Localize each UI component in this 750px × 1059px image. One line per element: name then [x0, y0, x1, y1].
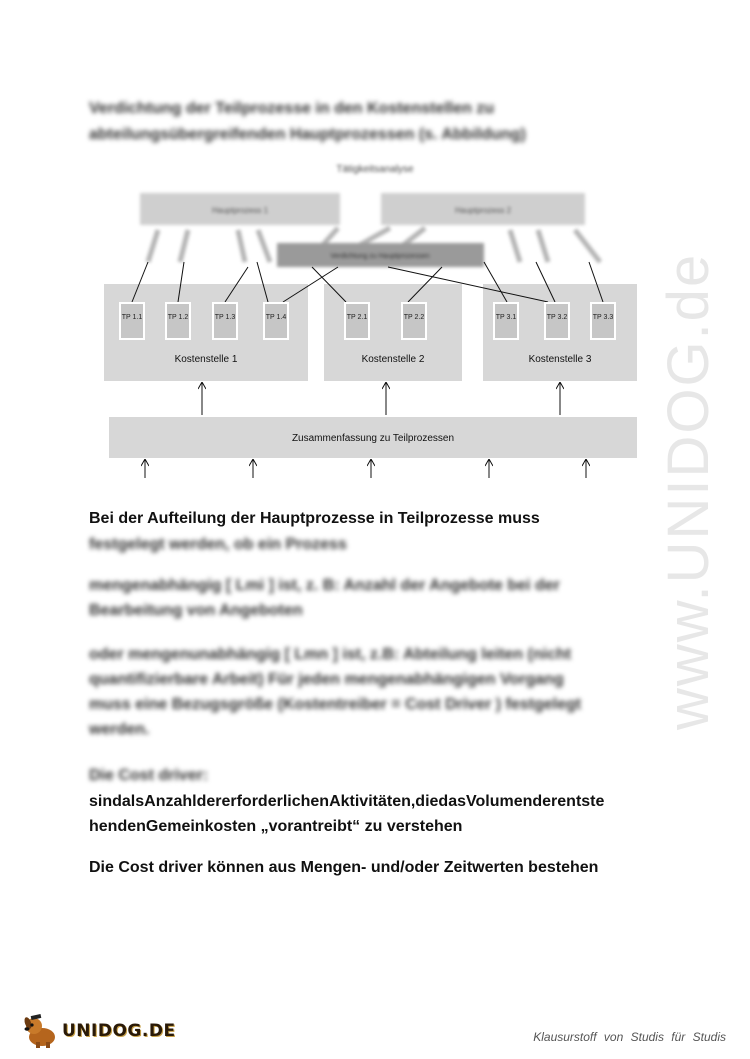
diagram-title: Tätigkeitsanalyse: [336, 164, 414, 175]
summary-label: Zusammenfassung zu Teilprozessen: [291, 433, 455, 444]
heading-line-2: abteilungsübergreifenden Hauptprozessen (s. Abbildung): [89, 126, 526, 143]
paragraph-3-line-2: quantifizierbare Arbeit) Für jeden mengenabhängigen Vorgang: [89, 671, 564, 688]
main-process-1-label: Hauptprozess 1: [211, 206, 269, 215]
footer-logo: [22, 1013, 176, 1049]
cost-center-1-label: Kostenstelle 1: [174, 354, 238, 365]
paragraph-4-line-2: sindalsAnzahldererforderlichenAktivitäten,diedasVolumenderentste: [89, 793, 605, 810]
tp-box-1-4: [264, 303, 288, 339]
paragraph-3-line-4: werden.: [89, 721, 150, 738]
main-process-2-label: Hauptprozess 2: [454, 206, 512, 215]
cost-center-labels: [175, 354, 592, 365]
paragraph-3: [89, 642, 679, 742]
tp-box-1-2: [166, 303, 190, 339]
tp-label: TP 1.1: [121, 314, 143, 321]
condense-label: Verdichtung zu Hauptprozessen: [330, 253, 430, 260]
tp-box-2-1: [345, 303, 369, 339]
paragraph-3-line-1: oder mengenunabhängig [ Lmn ] ist, z.B: Abteilung leiten (nicht: [89, 646, 572, 663]
tp-box-1-1: [120, 303, 144, 339]
paragraph-2: [89, 573, 679, 623]
watermark: www.UNIDOG.de: [656, 252, 721, 730]
logo-text: UNIDOG.DE: [62, 1021, 176, 1041]
dog-logo-icon: [22, 1013, 60, 1049]
paragraph-4-line-3: hendenGemeinkosten „vorantreibt“ zu verstehen: [89, 818, 463, 835]
tp-label: TP 2.1: [346, 314, 368, 321]
tp-box-2-2: [402, 303, 426, 339]
tp-label: TP 2.2: [403, 314, 425, 321]
diagram-upper-blurred: [140, 164, 600, 267]
tp-label: TP 3.2: [546, 314, 568, 321]
paragraph-4-line-1: Die Cost driver:: [89, 767, 209, 784]
tp-label: TP 3.1: [495, 314, 517, 321]
tp-label: TP 1.4: [265, 314, 287, 321]
tp-box-1-3: [213, 303, 237, 339]
cost-center-2-label: Kostenstelle 2: [361, 354, 425, 365]
tp-box-3-1: [494, 303, 518, 339]
tp-label: TP 1.2: [167, 314, 189, 321]
paragraph-5: Die Cost driver können aus Mengen- und/oder Zeitwerten bestehen: [89, 859, 599, 876]
paragraph-2-line-2: Bearbeitung von Angeboten: [89, 602, 303, 619]
footer-tagline: Klausurstoff von Studis für Studis: [533, 1030, 726, 1044]
paragraph-2-line-1: mengenabhängig [ Lmi ] ist, z. B: Anzahl der Angebote bei der: [89, 577, 560, 594]
tp-label: TP 3.3: [592, 314, 614, 321]
heading-line-1: Verdichtung der Teilprozesse in den Kostenstellen zu: [89, 100, 495, 117]
paragraph-1-line-2: festgelegt werden, ob ein Prozess: [89, 536, 347, 553]
tp-box-3-3: [591, 303, 615, 339]
tp-label: TP 1.3: [214, 314, 236, 321]
paragraph-3-line-3: muss eine Bezugsgröße (Kostentreiber = Cost Driver ) festgelegt: [89, 696, 582, 713]
cost-center-3-label: Kostenstelle 3: [528, 354, 592, 365]
tp-box-3-2: [545, 303, 569, 339]
process-diagram: [0, 0, 750, 500]
paragraph-1-line-1: Bei der Aufteilung der Hauptprozesse in Teilprozesse muss: [89, 510, 540, 527]
